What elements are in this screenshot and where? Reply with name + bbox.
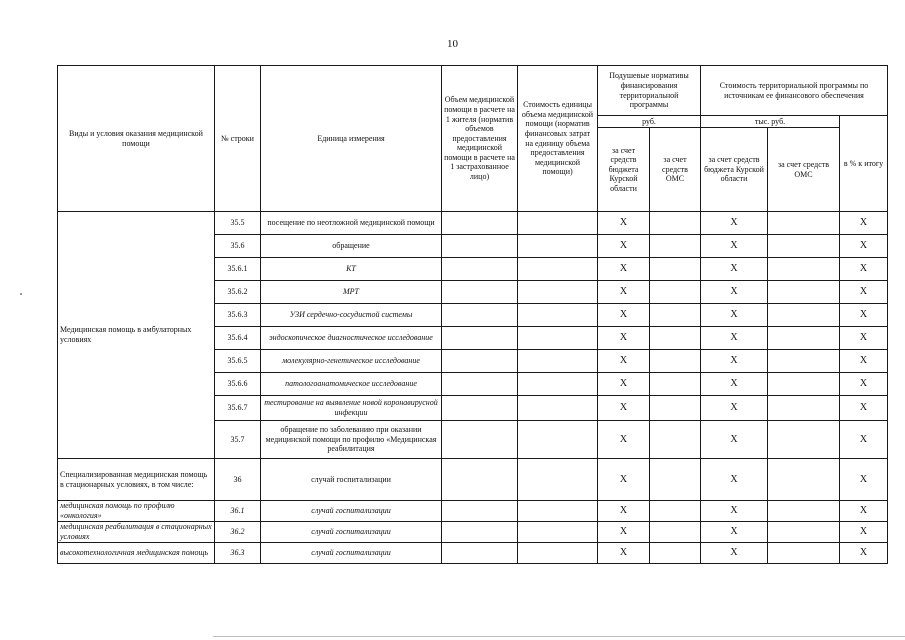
- row-number: 35.6: [215, 235, 261, 258]
- row-unit: случай госпитализации: [261, 459, 442, 501]
- cell-oms-2: [768, 501, 840, 522]
- cell-volume: [442, 235, 518, 258]
- row-number: 35.6.7: [215, 396, 261, 421]
- cell-oms-2: [768, 258, 840, 281]
- cell-budget-2: X: [701, 281, 768, 304]
- cell-cost: [518, 350, 598, 373]
- header-per-capita: Подушевые нормативы финансирования территориальной программы: [598, 66, 701, 116]
- cell-budget: X: [598, 258, 650, 281]
- cell-volume: [442, 543, 518, 564]
- cell-budget: X: [598, 522, 650, 543]
- cell-oms-2: [768, 373, 840, 396]
- cell-oms-2: [768, 304, 840, 327]
- row-unit: УЗИ сердечно-сосудистой системы: [261, 304, 442, 327]
- cell-oms-2: [768, 235, 840, 258]
- cell-budget-2: X: [701, 501, 768, 522]
- row-unit: обращение: [261, 235, 442, 258]
- cell-oms: [650, 543, 701, 564]
- row-unit: эндоскопическое диагностическое исследование: [261, 327, 442, 350]
- cell-oms: [650, 396, 701, 421]
- cell-percent: X: [840, 212, 888, 235]
- header-row-no: № строки: [215, 66, 261, 212]
- row-unit: патологоанатомическое исследование: [261, 373, 442, 396]
- financing-table: [57, 65, 888, 564]
- cell-oms-2: [768, 281, 840, 304]
- header-territorial: Стоимость территориальной программы по источникам ее финансового обеспечения: [701, 66, 888, 116]
- cell-budget-2: X: [701, 373, 768, 396]
- row-unit: молекулярно-генетическое исследование: [261, 350, 442, 373]
- row-unit: тестирование на выявление новой коронавирусной инфекции: [261, 396, 442, 421]
- cell-volume: [442, 212, 518, 235]
- cell-volume: [442, 281, 518, 304]
- row-number: 35.6.2: [215, 281, 261, 304]
- row-unit: случай госпитализации: [261, 543, 442, 564]
- cell-cost: [518, 212, 598, 235]
- row-label: медицинская реабилитация в стационарных условиях: [58, 522, 215, 543]
- cell-budget-2: X: [701, 396, 768, 421]
- cell-oms-2: [768, 543, 840, 564]
- cell-volume: [442, 522, 518, 543]
- header-thous-rub: тыс. руб.: [701, 116, 840, 128]
- cell-cost: [518, 235, 598, 258]
- row-number: 35.5: [215, 212, 261, 235]
- cell-cost: [518, 459, 598, 501]
- cell-budget-2: X: [701, 327, 768, 350]
- cell-cost: [518, 281, 598, 304]
- cell-percent: X: [840, 327, 888, 350]
- row-unit: обращение по заболеванию при оказании медицинской помощи по профилю «Медицинская реабилитация: [261, 421, 442, 459]
- header-rub: руб.: [598, 116, 701, 128]
- cell-cost: [518, 543, 598, 564]
- cell-percent: X: [840, 350, 888, 373]
- group-inpatient: Специализированная медицинская помощь в стационарных условиях, в том числе:: [58, 459, 215, 501]
- cell-percent: X: [840, 421, 888, 459]
- cell-oms: [650, 212, 701, 235]
- cell-budget: X: [598, 501, 650, 522]
- cell-percent: X: [840, 304, 888, 327]
- cell-percent: X: [840, 543, 888, 564]
- row-number: 35.6.3: [215, 304, 261, 327]
- cell-oms-2: [768, 396, 840, 421]
- page-number: 10: [447, 38, 458, 50]
- cell-cost: [518, 373, 598, 396]
- cell-cost: [518, 304, 598, 327]
- row-unit: МРТ: [261, 281, 442, 304]
- cell-oms: [650, 421, 701, 459]
- scan-speck: [20, 293, 22, 295]
- cell-budget: X: [598, 396, 650, 421]
- row-number: 35.7: [215, 421, 261, 459]
- cell-cost: [518, 396, 598, 421]
- cell-volume: [442, 258, 518, 281]
- header-unit: Единица измерения: [261, 66, 442, 212]
- cell-budget-2: X: [701, 421, 768, 459]
- row-number: 35.6.4: [215, 327, 261, 350]
- cell-percent: X: [840, 459, 888, 501]
- header-volume: Объем медицинской помощи в расчете на 1 жителя (норматив объемов предоставления медицинской помощи в расчете на 1 застрахованное лицо): [442, 66, 518, 212]
- cell-oms-2: [768, 350, 840, 373]
- row-label: медицинская помощь по профилю «онкология»: [58, 501, 215, 522]
- cell-cost: [518, 522, 598, 543]
- cell-oms-2: [768, 327, 840, 350]
- cell-budget: X: [598, 459, 650, 501]
- cell-oms: [650, 281, 701, 304]
- cell-oms: [650, 350, 701, 373]
- header-kinds: Виды и условия оказания медицинской помощи: [58, 66, 215, 212]
- cell-percent: X: [840, 522, 888, 543]
- cell-oms: [650, 501, 701, 522]
- cell-volume: [442, 421, 518, 459]
- cell-volume: [442, 327, 518, 350]
- scan-edge-line: [213, 636, 905, 637]
- header-percent: в % к итогу: [840, 116, 888, 212]
- row-number: 36.2: [215, 522, 261, 543]
- header-budget-2: за счет средств бюджета Курской области: [701, 128, 768, 212]
- row-unit: посещение по неотложной медицинской помощи: [261, 212, 442, 235]
- cell-budget: X: [598, 281, 650, 304]
- cell-cost: [518, 327, 598, 350]
- header-budget: за счет средств бюджета Курской области: [598, 128, 650, 212]
- cell-volume: [442, 396, 518, 421]
- cell-oms: [650, 373, 701, 396]
- cell-budget-2: X: [701, 212, 768, 235]
- cell-percent: X: [840, 281, 888, 304]
- header-oms-2: за счет средств ОМС: [768, 128, 840, 212]
- cell-budget: X: [598, 327, 650, 350]
- cell-budget-2: X: [701, 258, 768, 281]
- cell-oms: [650, 522, 701, 543]
- group-ambulatory: Медицинская помощь в амбулаторных условиях: [58, 212, 215, 459]
- cell-oms: [650, 235, 701, 258]
- cell-budget-2: X: [701, 522, 768, 543]
- cell-cost: [518, 421, 598, 459]
- cell-cost: [518, 258, 598, 281]
- cell-budget-2: X: [701, 304, 768, 327]
- cell-budget: X: [598, 212, 650, 235]
- row-unit: случай госпитализации: [261, 522, 442, 543]
- row-number: 36.1: [215, 501, 261, 522]
- cell-volume: [442, 373, 518, 396]
- cell-percent: X: [840, 258, 888, 281]
- row-unit: КТ: [261, 258, 442, 281]
- cell-budget: X: [598, 543, 650, 564]
- row-number: 35.6.1: [215, 258, 261, 281]
- cell-oms-2: [768, 421, 840, 459]
- cell-oms-2: [768, 212, 840, 235]
- header-oms: за счет средств ОМС: [650, 128, 701, 212]
- row-number: 35.6.5: [215, 350, 261, 373]
- cell-budget: X: [598, 235, 650, 258]
- cell-volume: [442, 501, 518, 522]
- cell-budget-2: X: [701, 235, 768, 258]
- cell-percent: X: [840, 235, 888, 258]
- row-number: 36: [215, 459, 261, 501]
- cell-percent: X: [840, 396, 888, 421]
- cell-oms: [650, 304, 701, 327]
- cell-oms-2: [768, 522, 840, 543]
- cell-oms: [650, 258, 701, 281]
- row-unit: случай госпитализации: [261, 501, 442, 522]
- cell-budget-2: X: [701, 543, 768, 564]
- cell-oms: [650, 459, 701, 501]
- cell-budget: X: [598, 421, 650, 459]
- cell-volume: [442, 459, 518, 501]
- cell-oms: [650, 327, 701, 350]
- cell-budget-2: X: [701, 350, 768, 373]
- cell-cost: [518, 501, 598, 522]
- cell-budget: X: [598, 373, 650, 396]
- cell-budget: X: [598, 304, 650, 327]
- row-number: 36.3: [215, 543, 261, 564]
- header-cost: Стоимость единицы объема медицинской помощи (норматив финансовых затрат на единицу объема предоставления медицинской помощи): [518, 66, 598, 212]
- row-label: высокотехнологичная медицинская помощь: [58, 543, 215, 564]
- cell-budget: X: [598, 350, 650, 373]
- cell-oms-2: [768, 459, 840, 501]
- cell-percent: X: [840, 501, 888, 522]
- cell-volume: [442, 350, 518, 373]
- cell-budget-2: X: [701, 459, 768, 501]
- row-number: 35.6.6: [215, 373, 261, 396]
- cell-percent: X: [840, 373, 888, 396]
- cell-volume: [442, 304, 518, 327]
